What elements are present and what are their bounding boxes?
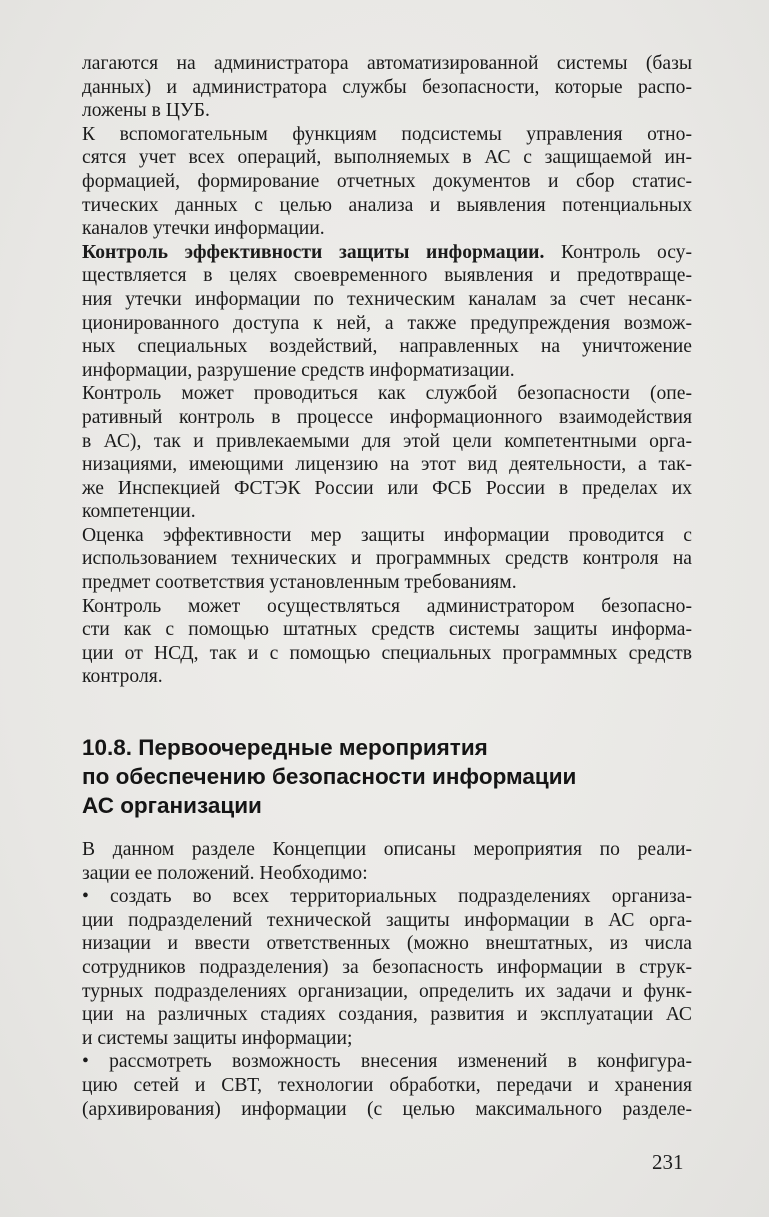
text-line: Оценка эффективности мер защиты информации проводится с bbox=[82, 524, 692, 546]
text-line: сотрудников подразделения) за безопасность информации в струк- bbox=[82, 957, 692, 978]
text-line: данных) и администратора службы безопасности, которые распо- bbox=[82, 76, 692, 98]
section-heading-line: АС организации bbox=[82, 793, 262, 819]
section-heading bbox=[82, 733, 692, 820]
control-heading-bold: Контроль эффективности защиты информации. bbox=[82, 241, 545, 263]
text-line: сятся учет всех операций, выполняемых в АС с защищаемой ин- bbox=[82, 147, 692, 169]
text-line: низациями, имеющими лицензию на этот вид деятельности, а так- bbox=[82, 454, 692, 476]
text-line: Контроль может проводиться как службой безопасности (опе- bbox=[82, 383, 692, 405]
text-line: ративный контроль в процессе информационного взаимодействия bbox=[82, 406, 692, 428]
control-first-line-rest: Контроль осу- bbox=[544, 241, 692, 263]
text-line: использованием технических и программных средств контроля на bbox=[82, 548, 692, 570]
text-line: ных специальных воздействий, направленных на уничтожение bbox=[82, 336, 692, 358]
paragraph-auxiliary-functions bbox=[82, 123, 692, 241]
text-line: ции подразделений технической защиты информации в АС орга- bbox=[82, 909, 692, 931]
paragraph-control-conduct bbox=[82, 382, 692, 524]
text-line: цию сетей и СВТ, технологии обработки, передачи и хранения bbox=[82, 1074, 692, 1096]
paragraph-control-effectiveness bbox=[82, 241, 692, 383]
bullet-item-configuration-changes bbox=[82, 1050, 692, 1121]
text-line: информации, разрушение средств информатизации. bbox=[82, 359, 515, 381]
text-line: ложены в ЦУБ. bbox=[82, 100, 210, 122]
text-line: компетенции. bbox=[82, 501, 196, 523]
text-line: турных подразделениях организации, определить их задачи и функ- bbox=[82, 980, 692, 1002]
body-text bbox=[82, 52, 692, 1121]
text-line: (архивирования) информации (с целью максимального разделе- bbox=[82, 1098, 692, 1120]
text-line: в АС), так и привлекаемыми для этой цели компетентными орга- bbox=[82, 430, 692, 452]
text-line: сти как с помощью штатных средств системы защиты информа- bbox=[82, 619, 692, 641]
section-heading-line: 10.8. Первоочередные мероприятия bbox=[82, 735, 488, 761]
text-line: Контроль может осуществляться администратором безопасно- bbox=[82, 595, 692, 617]
text-line: же Инспекцией ФСТЭК России или ФСБ России в пределах их bbox=[82, 477, 692, 499]
bullet-item-create-divisions bbox=[82, 885, 692, 1050]
text-line: ния утечки информации по техническим каналам за счет несанк- bbox=[82, 288, 692, 310]
text-line: каналов утечки информации. bbox=[82, 218, 325, 240]
text-line: В данном разделе Концепции описаны мероприятия по реали- bbox=[82, 839, 692, 861]
text-line: лагаются на администратора автоматизированной системы (базы bbox=[82, 53, 692, 74]
text-line: и системы защиты информации; bbox=[82, 1027, 353, 1049]
text-line: зации ее положений. Необходимо: bbox=[82, 862, 368, 884]
text-line: К вспомогательным функциям подсистемы управления отно- bbox=[82, 123, 692, 145]
paragraph-section-intro bbox=[82, 838, 692, 885]
paragraph-assessment bbox=[82, 524, 692, 595]
text-line: низации и ввести ответственных (можно внештатных, из числа bbox=[82, 933, 692, 955]
text-line: формацией, формирование отчетных документов и сбор статис- bbox=[82, 170, 692, 192]
text-line: тических данных с целью анализа и выявления потенциальных bbox=[82, 194, 692, 216]
text-line: предмет соответствия установленным требованиям. bbox=[82, 572, 517, 594]
text-line: контроля. bbox=[82, 666, 163, 688]
text-line: • создать во всех территориальных подразделениях организа- bbox=[82, 886, 692, 908]
paragraph-intro bbox=[82, 52, 692, 123]
paragraph-admin-control bbox=[82, 595, 692, 689]
section-heading-line: по обеспечению безопасности информации bbox=[82, 764, 577, 790]
page-number: 231 bbox=[652, 1150, 684, 1174]
text-line: ционированного доступа к ней, а также предупреждения возмож- bbox=[82, 312, 692, 334]
text-line: ции на различных стадиях создания, развития и эксплуатации АС bbox=[82, 1004, 692, 1026]
text-line: ции от НСД, так и с помощью специальных программных средств bbox=[82, 642, 692, 664]
text-line: • рассмотреть возможность внесения изменений в конфигура- bbox=[82, 1051, 692, 1073]
text-line: ществляется в целях своевременного выявления и предотвраще- bbox=[82, 265, 692, 287]
text-line bbox=[82, 241, 692, 265]
